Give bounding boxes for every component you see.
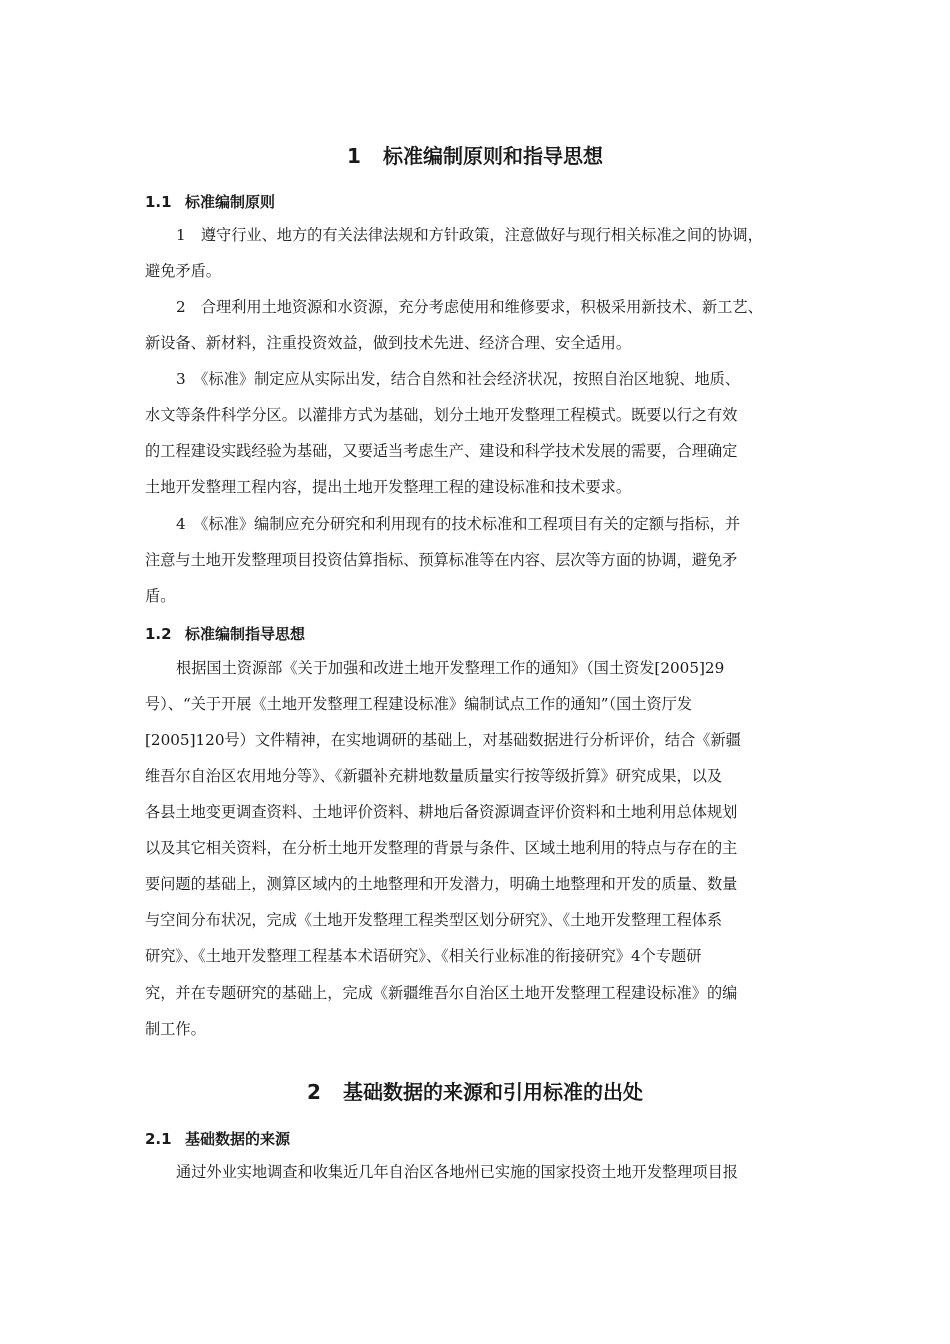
subsection-number: 1.1 (145, 193, 172, 211)
paragraph-line: 根据国土资源部《关于加强和改进土地开发整理工作的通知》（国土资发[2005]29 (176, 659, 725, 677)
subsection-title: 基础数据的来源 (185, 1130, 291, 1148)
paragraph-line: 与空间分布状况，完成《土地开发整理工程类型区划分研究》、《土地开发整理工程体系 (145, 911, 723, 929)
paragraph-line: 2 合理利用土地资源和水资源，充分考虑使用和维修要求，积极采用新技术、新工艺、 (176, 298, 763, 316)
subsection-number: 1.2 (145, 625, 172, 643)
paragraph-line: 通过外业实地调查和收集近几年自治区各地州已实施的国家投资土地开发整理项目报 (176, 1163, 738, 1181)
paragraph-line: 的工程建设实践经验为基础，又要适当考虑生产、建设和科学技术发展的需要，合理确定 (145, 442, 738, 460)
paragraph-line: 究，并在专题研究的基础上，完成《新疆维吾尔自治区土地开发整理工程建设标准》的编 (145, 984, 738, 1002)
paragraph-line: 避免矛盾。 (145, 262, 221, 280)
subsection-heading-2-1 (145, 1128, 290, 1149)
subsection-heading-1-1 (145, 191, 275, 212)
section-heading-2 (145, 1076, 805, 1105)
section-title: 基础数据的来源和引用标准的出处 (342, 1080, 643, 1104)
paragraph-line: 盾。 (145, 587, 176, 605)
paragraph-line: 制工作。 (145, 1020, 206, 1038)
subsection-title: 标准编制指导思想 (185, 625, 306, 643)
paragraph-line: 研究》、《土地开发整理工程基本术语研究》、《相关行业标准的衔接研究》4个专题研 (145, 947, 702, 965)
subsection-number: 2.1 (145, 1130, 172, 1148)
paragraph-line: [2005]120号）文件精神，在实地调研的基础上，对基础数据进行分析评价，结合《新疆 (145, 731, 741, 749)
paragraph-line: 新设备、新材料，注重投资效益，做到技术先进、经济合理、安全适用。 (145, 334, 631, 352)
subsection-heading-1-2 (145, 623, 305, 644)
paragraph-line: 维吾尔自治区农用地分等》、《新疆补充耕地数量质量实行按等级折算》研究成果，以及 (145, 767, 723, 785)
paragraph-line: 土地开发整理工程内容，提出土地开发整理工程的建设标准和技术要求。 (145, 478, 631, 496)
paragraph-line: 3 《标准》制定应从实际出发，结合自然和社会经济状况，按照自治区地貌、地质、 (176, 370, 741, 388)
subsection-title: 标准编制原则 (185, 193, 276, 211)
section-title: 标准编制原则和指导思想 (382, 144, 603, 168)
paragraph-line: 1 遵守行业、地方的有关法律法规和方针政策，注意做好与现行相关标准之间的协调， (176, 226, 763, 244)
paragraph-line: 要问题的基础上，测算区域内的土地整理和开发潜力，明确土地整理和开发的质量、数量 (145, 875, 738, 893)
section-heading-1 (145, 140, 805, 169)
paragraph-line: 各县土地变更调查资料、土地评价资料、耕地后备资源调查评价资料和土地利用总体规划 (145, 803, 738, 821)
paragraph-line: 水文等条件科学分区。以灌排方式为基础，划分土地开发整理工程模式。既要以行之有效 (145, 406, 738, 424)
paragraph-line: 以及其它相关资料，在分析土地开发整理的背景与条件、区域土地利用的特点与存在的主 (145, 839, 738, 857)
section-number: 1 (347, 144, 361, 168)
paragraph-line: 号）、“关于开展《土地开发整理工程建设标准》编制试点工作的通知”（国土资厅发 (145, 695, 693, 713)
paragraph-line: 注意与土地开发整理项目投资估算指标、预算标准等在内容、层次等方面的协调，避免矛 (145, 551, 738, 569)
paragraph-line: 4 《标准》编制应充分研究和利用现有的技术标准和工程项目有关的定额与指标，并 (176, 515, 741, 533)
section-number: 2 (307, 1080, 321, 1104)
